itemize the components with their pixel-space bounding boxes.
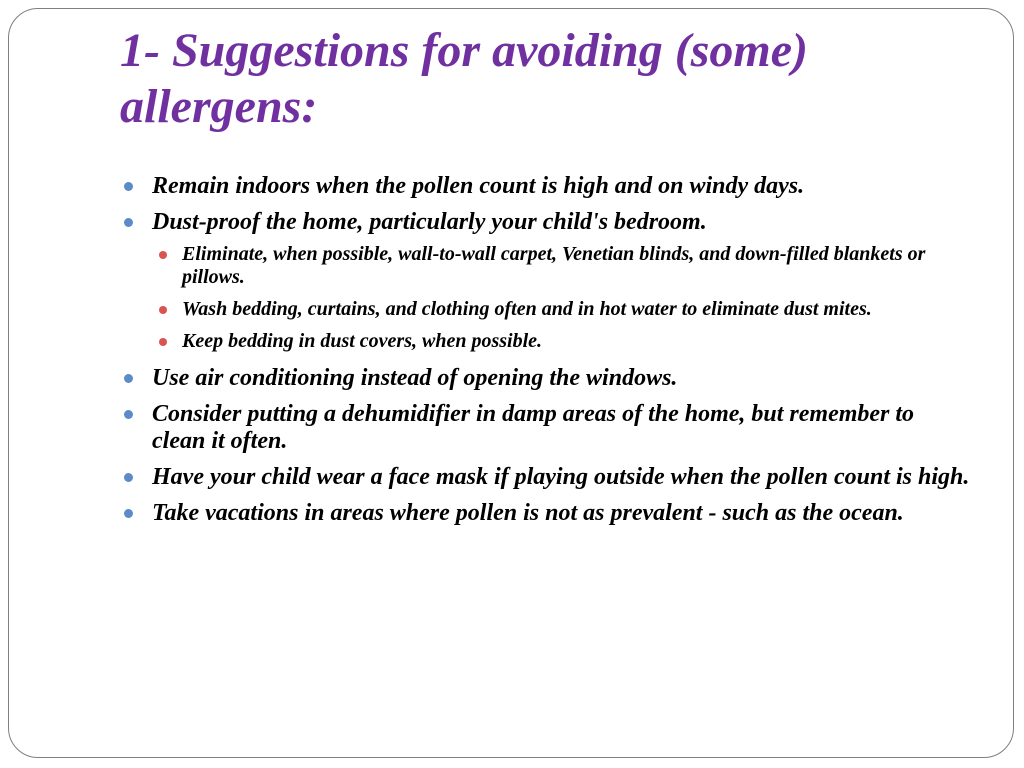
bullet-item (120, 209, 970, 236)
bullet-item (120, 365, 970, 392)
bullet-dot-icon (124, 473, 133, 482)
sub-bullet-list (120, 243, 970, 353)
sub-bullet-item (120, 330, 970, 353)
slide-title: 1- Suggestions for avoiding (some) allergens: (120, 24, 809, 133)
sub-bullet-text: Keep bedding in dust covers, when possible. (182, 330, 543, 352)
bullet-item (120, 173, 970, 200)
bullet-text: Remain indoors when the pollen count is high and on windy days. (152, 173, 805, 199)
bullet-item (120, 464, 970, 491)
sub-bullet-text: Eliminate, when possible, wall-to-wall carpet, Venetian blinds, and down-filled blankets or pillows. (182, 243, 926, 288)
bullet-list (120, 173, 970, 536)
bullet-text: Have your child wear a face mask if playing outside when the pollen count is high. (152, 464, 970, 490)
bullet-item (120, 500, 970, 527)
slide-frame (8, 8, 1014, 758)
bullet-dot-icon (124, 410, 133, 419)
bullet-dot-icon (124, 218, 133, 227)
bullet-dot-icon (124, 374, 133, 383)
bullet-text: Take vacations in areas where pollen is not as prevalent - such as the ocean. (152, 500, 904, 526)
bullet-item (120, 401, 970, 455)
bullet-dot-icon (124, 509, 133, 518)
bullet-text: Use air conditioning instead of opening the windows. (152, 365, 678, 391)
sub-bullet-item (120, 298, 970, 321)
sub-bullet-item (120, 243, 970, 289)
bullet-text: Consider putting a dehumidifier in damp areas of the home, but remember to clean it often. (152, 401, 915, 454)
bullet-dot-icon (124, 182, 133, 191)
sub-bullet-dot-icon (159, 251, 167, 259)
sub-bullet-dot-icon (159, 338, 167, 346)
bullet-text: Dust-proof the home, particularly your child's bedroom. (152, 209, 707, 235)
sub-bullet-text: Wash bedding, curtains, and clothing often and in hot water to eliminate dust mites. (182, 298, 872, 320)
sub-bullet-dot-icon (159, 306, 167, 314)
